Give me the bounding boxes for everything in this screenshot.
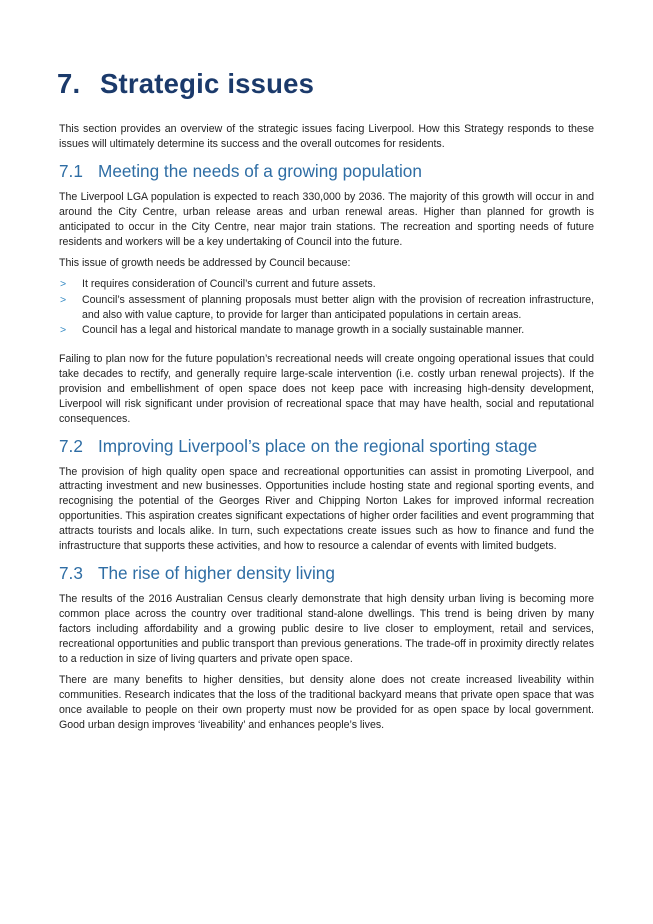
- chapter-title-text: Strategic issues: [100, 68, 315, 99]
- list-item: [59, 277, 594, 292]
- paragraph: There are many benefits to higher densities, but density alone does not create increased liveability within communities. Research indicates that the loss of the traditional backyard means that private open space that was once available to people on their own property must now be provided for as open space by local government. Good urban design improves ‘liveability’ and enhances people’s lives.: [59, 674, 594, 732]
- paragraph: The results of the 2016 Australian Census clearly demonstrate that high density urban living is becoming more common place across the country over traditional stand-alone dwellings. This trend is being driven by many factors including affordability and a growing public desire to live closer to employment, retail and services, recreational opportunities and public transport than previous generations. The trade-off in proximity directly relates to a reduction in size of living quarters and private open space.: [59, 592, 594, 665]
- chevron-right-icon: >: [60, 293, 67, 306]
- chapter-title: [57, 68, 314, 100]
- section-number: 7.3: [59, 562, 83, 583]
- list-item: [59, 323, 594, 338]
- list-item-text: It requires consideration of Council’s current and future assets.: [82, 278, 376, 291]
- section-heading: [59, 161, 594, 181]
- list-item-text: Council has a legal and historical mandate to manage growth in a socially sustainable manner.: [82, 324, 525, 337]
- paragraph: The provision of high quality open space and recreational opportunities can assist in promoting Liverpool, and attracting investment and new businesses. Opportunities include hosting state and regional sporting events, and recognising the potential of the Georges River and Chipping Norton Lakes for improved informal recreation opportunities. This aspiration creates significant expectations of higher order facilities and event programming that attracts tourists and locals alike. In turn, such expectations create issues such as how to finance and fund the infrastructure that supports these activities, and how to resource a calendar of events with limited budgets.: [59, 465, 594, 553]
- list-item: [59, 293, 594, 323]
- list-item-text: Council’s assessment of planning proposals must better align with the provision of recreation infrastructure, and also with value capture, to provide for larger than anticipated populations in certain areas.: [82, 293, 594, 321]
- section-heading-text: The rise of higher density living: [98, 562, 335, 583]
- section-heading-text: Improving Liverpool’s place on the regional sporting stage: [98, 435, 538, 456]
- section-heading-text: Meeting the needs of a growing population: [98, 160, 422, 181]
- paragraph: The Liverpool LGA population is expected to reach 330,000 by 2036. The majority of this growth will occur in and around the City Centre, urban release areas and urban renewal areas. Higher than planned for growth is anticipated to occur in the City Centre, near major train stations. The recreation and sporting needs of future residents and workers will be a key undertaking of Council into the future.: [59, 190, 594, 248]
- chapter-number: 7.: [57, 68, 81, 99]
- section-heading: [59, 563, 594, 583]
- section-heading: [59, 436, 594, 456]
- main-content: [59, 122, 594, 740]
- section-number: 7.1: [59, 160, 83, 181]
- paragraph: This issue of growth needs be addressed by Council because:: [59, 257, 351, 270]
- section-7-2: [59, 436, 594, 554]
- paragraph: Failing to plan now for the future population’s recreational needs will create ongoing operational issues that could take decades to rectify, and generally require large-scale intervention (i.e. costly urban renewal projects). If the provision and embellishment of open space does not keep pace with increasing high-density development, Liverpool will risk significant under provision of recreational space that may have health, social and reputational consequences.: [59, 352, 594, 425]
- chevron-right-icon: >: [60, 324, 67, 337]
- section-7-1: [59, 161, 594, 427]
- intro-paragraph: This section provides an overview of the strategic issues facing Liverpool. How this Strategy responds to these issues will ultimately determine its success and the overall outcomes for residents.: [59, 123, 594, 150]
- section-7-3: [59, 563, 594, 733]
- bullet-list: [59, 277, 594, 338]
- chevron-right-icon: >: [60, 278, 67, 291]
- section-number: 7.2: [59, 435, 83, 456]
